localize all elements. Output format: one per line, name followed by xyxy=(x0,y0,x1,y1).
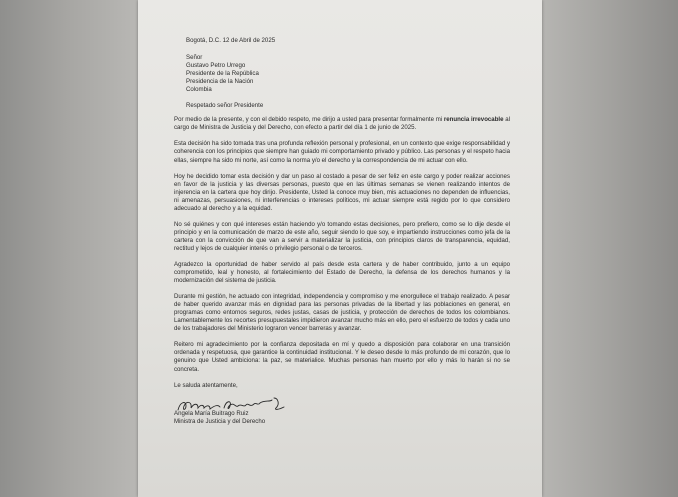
recipient-line: Señor xyxy=(186,54,203,62)
salutation: Respetado señor Presidente xyxy=(186,102,264,110)
paragraph: Reitero mi agradecimiento por la confianza depositada en mí y quedo a disposición para colaborar en una transición ordenada y respetuosa, que garantice la continuidad institucional. Y le deseo desde lo más profundo de mi corazón, que lo genuino que Usted ambiciona: la paz, se materialice. Muchas personas han muerto por ello y más lo harán si no se concreta. xyxy=(174,341,510,373)
paragraph: Durante mi gestión, he actuado con integridad, independencia y compromiso y me enorgullece el trabajo realizado. A pesar de haber querido avanzar más en dignidad para las personas privadas de la libertad y las poblaciones en general, en programas como entornos seguros, redes justas, casas de justicia, y protección de derechos de todos los colombianos. Lamentablemente los recortes presupuestales impidieron avanzar mucho más en ello, pero el esfuerzo de todos y cada uno de los trabajadores del Ministerio lograron vencer barreras y avanzar. xyxy=(174,293,510,333)
paragraph-text: al cargo de Ministra de Justicia y del Derecho, con efecto a partir del día 1 de junio de 2025. xyxy=(174,116,510,132)
paragraph: Agradezco la oportunidad de haber servido al país desde esta cartera y de haber contribuido, junto a un equipo comprometido, leal y honesto, al fortalecimiento del Estado de Derecho, la defensa de los derechos humanos y la modernización del sistema de justicia. xyxy=(174,260,510,285)
letter-page xyxy=(138,0,542,497)
paragraph: Hoy he decidido tomar esta decisión y dar un paso al costado a pesar de ser feliz en este cargo y poder realizar acciones en favor de la justicia y las diversas personas, puesto que en las últimas semanas se vienen realizando intentos de injerencia en la cartera que hoy dirijo. Presidente, Usted la conoce muy bien, mis actuaciones no dependen de influencias, ni amenazas, persuasiones, ni interferencias o intereses políticos, mi actuar siempre está regido por lo que considero adecuado al derecho y a la equidad. xyxy=(174,172,510,212)
signer-name: Angela María Buitrago Ruiz xyxy=(174,409,249,417)
recipient-block xyxy=(174,54,510,94)
letter-body xyxy=(174,37,510,426)
recipient-line: Presidencia de la Nación xyxy=(186,78,254,86)
paragraph-resignation xyxy=(174,116,510,132)
recipient-line: Gustavo Petro Urrego xyxy=(186,62,246,70)
recipient-line: Presidente de la República xyxy=(186,70,259,78)
recipient-line: Colombia xyxy=(186,86,212,94)
paragraph: No sé quiénes y con qué intereses están haciendo y/o tomando estas decisiones, pero prefiero, como se lo dije desde el principio y en la comunicación de marzo de este año, seguir siendo lo que soy, e impartiendo instrucciones como jefa de la cartera con la convicción de que van a servir a materializar la justicia, con principios claros de transparencia, equidad, rectitud y lejos de cualquier interés o privilegio personal o de terceros. xyxy=(174,220,510,252)
paragraph-text: Por medio de la presente, y con el debido respeto, me dirijo a usted para presentar formalmente mi xyxy=(174,116,443,124)
paragraph: Esta decisión ha sido tomada tras una profunda reflexión personal y profesional, en un contexto que exige responsabilidad y coherencia con los principios que siempre han guiado mi comportamiento privado y público. Las personas y el respeto hacia ellas, siempre ha sido mi norte, así como la norma y/o el derecho y la correspondencia de mi actuar con ello. xyxy=(174,140,510,164)
closing: Le saluda atentamente, xyxy=(174,381,238,389)
handwritten-signature xyxy=(174,396,510,412)
letter-date: Bogotá, D.C. 12 de Abril de 2025 xyxy=(186,37,276,44)
resignation-emphasis: renuncia irrevocable xyxy=(443,116,504,124)
signer-title: Ministra de Justicia y del Derecho xyxy=(174,417,266,425)
